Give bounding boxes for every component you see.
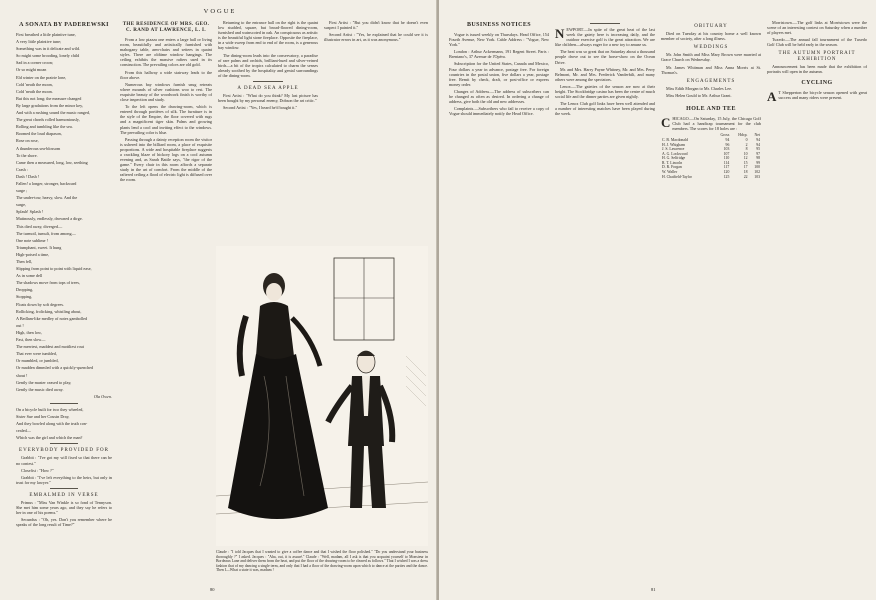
score-cell: 12: [743, 156, 748, 161]
portrait-text: [767, 64, 867, 74]
paragraph: Second Artist : "Yes, I heard he'd bought it.": [223, 105, 298, 111]
left-column-3: [218, 20, 318, 240]
score-cell: 17: [743, 165, 748, 170]
paragraph: The heat was so great that on Saturday about a thousand people drove out to see the horse-show on the Ocean Drive.: [555, 49, 655, 65]
paragraph: Grabbit : "I've got my will fixed so that there can be no contest.": [16, 455, 112, 466]
paragraph: Primus : "Miss Van Winkle is so fond of Tennyson. She met him some years ago, and they say he refers to her in one of his poems.": [16, 500, 112, 516]
weddings-title: WEDDINGS: [693, 45, 729, 51]
player-name-cell: H. Chatfield-Taylor: [662, 174, 692, 179]
left-column-1: [16, 20, 112, 592]
verse-line: On a bicycle built for two they wheeled,: [16, 406, 84, 412]
paragraph: The Lenox Club golf links have been well attended and a number of interesting matches have been played during the week.: [555, 101, 655, 117]
player-name-cell: H. G. Selfridge: [662, 156, 686, 161]
cycling-title: CYCLING: [801, 79, 833, 86]
paragraph: Miss Helen Gould to Mr. Arthur Grant.: [666, 92, 732, 98]
score-cell: 94: [756, 137, 760, 142]
sonata-signature: Ola Owen.: [93, 393, 112, 399]
paragraph: The dining-room leads into the conservatory, a paradise of rare palms and orchids, brilliant-hued and silver-veined birds—a bit of the tropics calculated to charm the senses already soothed by the hospitality and genial surroundings of the dining-room.: [218, 52, 318, 78]
dead-sea-text: [218, 93, 318, 110]
misc-text: [767, 20, 867, 47]
verse-line: Mutinously, endlessly, drowned a dirge.: [16, 216, 83, 222]
right-folio: 81: [651, 587, 656, 592]
score-cell: 99: [756, 160, 760, 165]
divider: [50, 488, 79, 489]
residence-text: [120, 37, 212, 183]
score-cell: 120: [723, 170, 730, 175]
verse-line: Or madden dimmled with a quickly-quenched: [16, 365, 94, 371]
verse-line: Cold 'neath the moon.: [16, 88, 53, 94]
divider: [253, 81, 283, 82]
verse-line: out !: [16, 322, 24, 328]
paragraph: Complaints.—Subscribers who fail to receive a copy of Vogue should immediately notify the Head Office.: [449, 106, 549, 117]
verse-line: Stopping,: [16, 294, 33, 300]
left-folio: 80: [210, 587, 215, 592]
score-cell: 18: [743, 170, 748, 175]
everybody-title: EVERYBODY PROVIDED FOR: [19, 448, 109, 454]
verse-line: By large gradations from the minor key,: [16, 102, 83, 108]
hole-tee-title: HOLE AND TEE: [686, 106, 736, 113]
verse-line: shout !: [16, 372, 28, 378]
paragraph: Numerous bay windows furnish snug retreats where mounds of silver cushions woo to rest. The exquisite beauty of the woodwork finish is worthy of close inspection and study.: [120, 81, 212, 103]
verse-line: Which was the girl and which the man?: [16, 435, 83, 441]
verse-line: Gently the master ceased to play,: [16, 379, 72, 385]
verse-line: And they bowled along with the truth con-: [16, 421, 88, 427]
verse-line: Boomed the loud diapason,: [16, 131, 62, 137]
verse-line: Rose on rose,: [16, 138, 39, 144]
paragraph: Vogue is issued weekly on Thursdays. Head Office, 154 Fourth Avenue, New York. Cable Address : "Vogue, New York.": [449, 32, 549, 48]
paragraph: Miss Edith Morgan to Mr. Charles Lee.: [666, 85, 732, 91]
score-cell: 95: [756, 147, 760, 152]
verse-line: Fast, then slow—: [16, 337, 46, 343]
sonata-verse: [16, 32, 112, 392]
table-row: [661, 175, 761, 180]
score-cell: 114: [723, 160, 730, 165]
score-cell: 94: [756, 142, 760, 147]
verse-line: Or mumbled, or jumbled,: [16, 358, 59, 364]
player-name-cell: J. S. Lawrence: [662, 147, 685, 152]
paragraph: From this hallway a wide stairway leads to the floor above.: [120, 69, 212, 80]
right-column-4: [767, 20, 867, 592]
verse-line: Slipping from point to point with liquid ease,: [16, 266, 92, 272]
business-title: BUSINESS NOTICES: [467, 22, 531, 28]
score-cell: 15: [743, 160, 748, 165]
paragraph: Subscription for the United States, Canada and Mexico, Four dollars a year in advance, postage free. For foreign countries in the postal union, five dollars a year, postage free. Remit by check, draft, or post-office or express money order.: [449, 61, 549, 87]
golf-score-table: [661, 133, 761, 179]
verse-line: Dropping,: [16, 287, 34, 293]
score-cell: 0: [745, 137, 748, 142]
verse-line: Floats down by soft degrees.: [16, 301, 65, 307]
paragraph: First Artist : "But you didn't know that he doesn't even suspect I painted it.": [324, 20, 428, 31]
paragraph: Passing through a dainty reception room the visitor is ushered into the billiard room, a place of exquisite proportions. A wide and hospitable fireplace suggests a crackling blaze of hickory logs on a cool autumn evening and, as Sarah Battle says, "the rigor of the game." Every chair in this room affords a separate study in the art of comfort. From the middle of the raftered ceiling a flood of electric light is diffused over the room.: [120, 136, 212, 183]
verse-line: The merriest, maddest and mottliest rout: [16, 344, 84, 350]
player-name-cell: D. R. Forgan: [662, 165, 682, 170]
dead-sea-title: A DEAD SEA APPLE: [237, 86, 299, 92]
verse-line: The turmoil, tumult, from among—: [16, 230, 76, 236]
verse-line: Rolling and tumbling like the sea.: [16, 124, 73, 130]
dead-sea-continued: [324, 20, 428, 42]
obituary-text: [661, 31, 761, 41]
paragraph: To the left opens the drawing-room, which is entered through portières of silk. The furniture is in the style of the Empire, the floor covered with rugs and a magnificent tiger skin. Palms and growing plants lend a cool and inviting effect to the windows. The prevailing color is blue.: [120, 104, 212, 135]
embalmed-text: [16, 500, 112, 527]
paragraph: Lenox.—The gaieties of the season are now at their height. The Stockbridge casino has been the centre of much social life and the dinner parties are given nightly.: [555, 83, 655, 100]
verse-line: High-poised a time,: [16, 251, 50, 257]
verse-line: surge ;: [16, 188, 28, 194]
score-cell: Hdcp.: [738, 133, 748, 138]
paragraph: Mr. John Smith and Miss Mary Brown were married at Grace Church on Wednesday.: [661, 52, 761, 63]
verse-line: To the shore.: [16, 152, 38, 158]
paragraph: Mr. James Whitman and Miss Anna Morris at St. Thomas's.: [661, 64, 761, 75]
masthead: VOGUE: [203, 8, 237, 15]
score-cell: 8: [745, 147, 748, 152]
sonata-title: A SONATA BY PADEREWSKI: [19, 22, 109, 28]
paragraph: Second Artist : "Yes, he explained that he could see it is illustrator errors in art, as it was anonymous.": [324, 32, 428, 43]
residence-title: THE RESIDENCE OF MRS. GEO. C. RAND AT LAWRENCE, L. I.: [122, 22, 210, 33]
score-cell: 125: [723, 174, 730, 179]
verse-line: The great chords rolled harmoniously,: [16, 117, 80, 123]
right-page: [439, 0, 876, 600]
verse-line: Fallen! a longer, stronger, backward: [16, 180, 77, 186]
right-column-3: [661, 20, 761, 592]
obituary-title: OBITUARY: [694, 24, 728, 29]
portrait-title: THE AUTUMN PORTRAIT EXHIBITION: [778, 51, 856, 62]
cycling-dropcap: A: [767, 88, 777, 104]
verse-line: Cold 'neath the moon,: [16, 81, 53, 87]
dancers-drawing: [216, 246, 428, 546]
verse-line: This died away, diverged—: [16, 223, 63, 229]
paragraph: Grabbit : "I've left everything to the heirs, but only in trust for my lawyer.": [16, 474, 112, 485]
player-name-cell: R. T. Lincoln: [662, 160, 683, 165]
everybody-text: [16, 455, 112, 484]
verse-line: Rollicking, frolicking, whistling about,: [16, 308, 82, 314]
left-column-2: [120, 20, 212, 592]
weddings-text: [661, 52, 761, 74]
score-cell: Net: [754, 133, 760, 138]
verse-line: Triumphant, sweet. It hung: [16, 244, 62, 250]
score-cell: 22: [743, 174, 748, 179]
paragraph: First Artist : "What do you think? My last picture has been bought by my personal enemy, Dobson the art critic.": [218, 93, 318, 104]
paragraph: Closefist : "How ?": [21, 467, 54, 473]
newport-dropcap: N: [555, 26, 565, 41]
hole-tee-intro: HICAGO.—On Saturday, 15 July, the Chicago Golf Club had a handicap tournament for the club members. The scores for 18 holes are :: [672, 116, 761, 132]
illustration-dancers: [216, 246, 428, 546]
player-name-cell: C. B. Macdonald: [662, 137, 688, 142]
verse-line: That ever were tumbled,: [16, 351, 57, 357]
verse-line: Eld winter on the prairie lone,: [16, 74, 67, 80]
score-cell: 107: [723, 151, 730, 156]
verse-line: As in some dell: [16, 273, 43, 279]
paragraph: Morristown.—The golf links at Morristown were the scene of an interesting contest on Saturday when a number of players met.: [767, 20, 867, 36]
verse-line: Gently the music died away.: [16, 386, 64, 392]
divider: [50, 403, 79, 404]
engagements-title: ENGAGEMENTS: [686, 78, 736, 84]
score-cell: 117: [723, 165, 730, 170]
verse-line: One note sublime !: [16, 237, 48, 243]
right-column-1: [449, 20, 549, 592]
verse-line: Or so might moan: [16, 67, 47, 73]
verse-line: A Bedlam-like medley of notes gambolled: [16, 315, 88, 321]
divider: [50, 443, 79, 444]
paragraph: Mr. and Mrs. Harry Payne Whitney, Mr. and Mrs. Perry Belmont, Mr. and Mrs. Frederick Vanderbilt, and many others were among the spectators.: [555, 66, 655, 82]
newport-text: [555, 49, 655, 82]
paragraph: Died on Tuesday at his country home a well known member of society, after a long illness.: [661, 31, 761, 42]
residence-continued: [218, 20, 318, 78]
paragraph: From a low piazza one enters a large hall or living room, beautifully and artistically furnished with mahogany table, arm-chairs and settees in quaint styles. There are oldtime window hangings. The ceiling exhibits the massive rafters used in its construction. The prevailing colors are old gold.: [120, 37, 212, 68]
score-cell: 10: [743, 151, 748, 156]
verse-line: Dash ! Dash !: [16, 173, 40, 179]
verse-line: surge,: [16, 202, 27, 208]
verse-line: And with a rushing sound the music ranged,: [16, 110, 90, 116]
paragraph: Changes of Address.—The address of subscribers can be changed as often as desired. In ordering a change of address, give both the old and new addresses.: [449, 88, 549, 105]
verse-line: cealed—: [16, 428, 31, 434]
illustration-caption: Claude : "I told Jacques that I wanted to give a coffee dance and that I wished the floor polished." "Do you understand your business thoroughly ?" I asked. Jacques : "Aha, oui, it is assuré." Claude : "Well, madam, all I ask is that you acquaint yourself to Monsieur in Bordeaux Lane and deliver them from the heat, and put the floor of the drawing-room to be cleared as follows." That I wished I was a dress fashion that of my dancing a single term, and only that I had a floor of the drawing-room upon which to dance at the parties and the dance. Then I—What a state it was, madam !: [216, 550, 428, 573]
bicycle-verse: [16, 407, 112, 440]
player-name-cell: H. J. Whigham: [662, 142, 685, 147]
score-cell: 94: [725, 137, 730, 142]
verse-line: Sister Sue and her Cousin Dray,: [16, 413, 70, 419]
paragraph: Secundus : "Oh, yes. Don't you remember where he speaks of the long result of Time?": [16, 517, 112, 528]
engagements-text: [661, 86, 761, 98]
cycling-text: T Shepperton the bicycle season opened with great success and many riders were present.: [778, 89, 867, 100]
score-cell: 110: [723, 156, 730, 161]
verse-line: Crash :: [16, 166, 28, 172]
score-cell: Gross: [720, 133, 730, 138]
left-column-4: [324, 20, 428, 240]
newport-first-paragraph: EWPORT.—In spite of the great heat of the last week the gaiety here is increasing daily, and the outdoor exercise golf is the great attraction. We are like children—always eager for a new toy to amuse us.: [555, 27, 655, 48]
player-name-cell: A. G. Lockwood: [662, 151, 688, 156]
lenox-text: [555, 84, 655, 117]
paragraph: London : Arthur Ackermann, 191 Regent Street. Paris : Brentano's, 37 Avenue de l'Opéra.: [449, 49, 549, 60]
left-page: [0, 0, 437, 600]
score-cell: 96: [725, 142, 730, 147]
score-cell: 102: [754, 170, 760, 175]
verse-line: First breathed a little plaintive tune,: [16, 32, 76, 37]
divider: [590, 23, 620, 24]
verse-line: But this not long; the measure changed: [16, 95, 82, 101]
score-cell: 103: [723, 147, 730, 152]
verse-line: Came then a measured, long, low, seething: [16, 159, 88, 165]
hole-tee-dropcap: C: [661, 115, 671, 131]
score-cell: 2: [745, 142, 748, 147]
business-text: [449, 32, 549, 116]
player-name-cell: W. Waller: [662, 170, 678, 175]
paragraph: Tuxedo.—The annual fall tournament of the Tuxedo Golf Club will be held early in the season.: [767, 37, 867, 48]
score-cell: 97: [756, 151, 760, 156]
verse-line: A very little plaintive tune;: [16, 39, 62, 45]
verse-line: A thunderous sea-blossom: [16, 145, 61, 151]
verse-line: Then fell,: [16, 259, 33, 264]
verse-line: The shadows move from tops of trees,: [16, 280, 81, 286]
embalmed-title: EMBALMED IN VERSE: [29, 492, 99, 498]
paragraph: Returning to the entrance hall on the right is the quaint low studded, square, but broad-floored dining-room, furnished and wainscoted in oak. An conspicuous as artistic is the beautiful light stone fireplace. Opposite the fireplace, in a wide sweep from end to end of the room, is a generous bay window.: [218, 20, 318, 51]
right-column-2: [555, 20, 655, 592]
verse-line: So might some brooding, lonely child: [16, 53, 80, 59]
score-cell: 98: [756, 156, 760, 161]
score-cell: 100: [754, 165, 760, 170]
verse-line: Splash! Splash !: [16, 209, 44, 215]
verse-line: Something was in it delicate and wild.: [16, 46, 81, 52]
score-cell: 103: [754, 174, 760, 179]
paragraph: Announcement has been made that the exhibition of portraits will open in the autumn.: [767, 63, 867, 74]
verse-line: The under-tow, heavy, slow. And the: [16, 195, 78, 201]
verse-line: High, then low,: [16, 329, 42, 335]
verse-line: Sad in a corner croon;: [16, 60, 53, 66]
